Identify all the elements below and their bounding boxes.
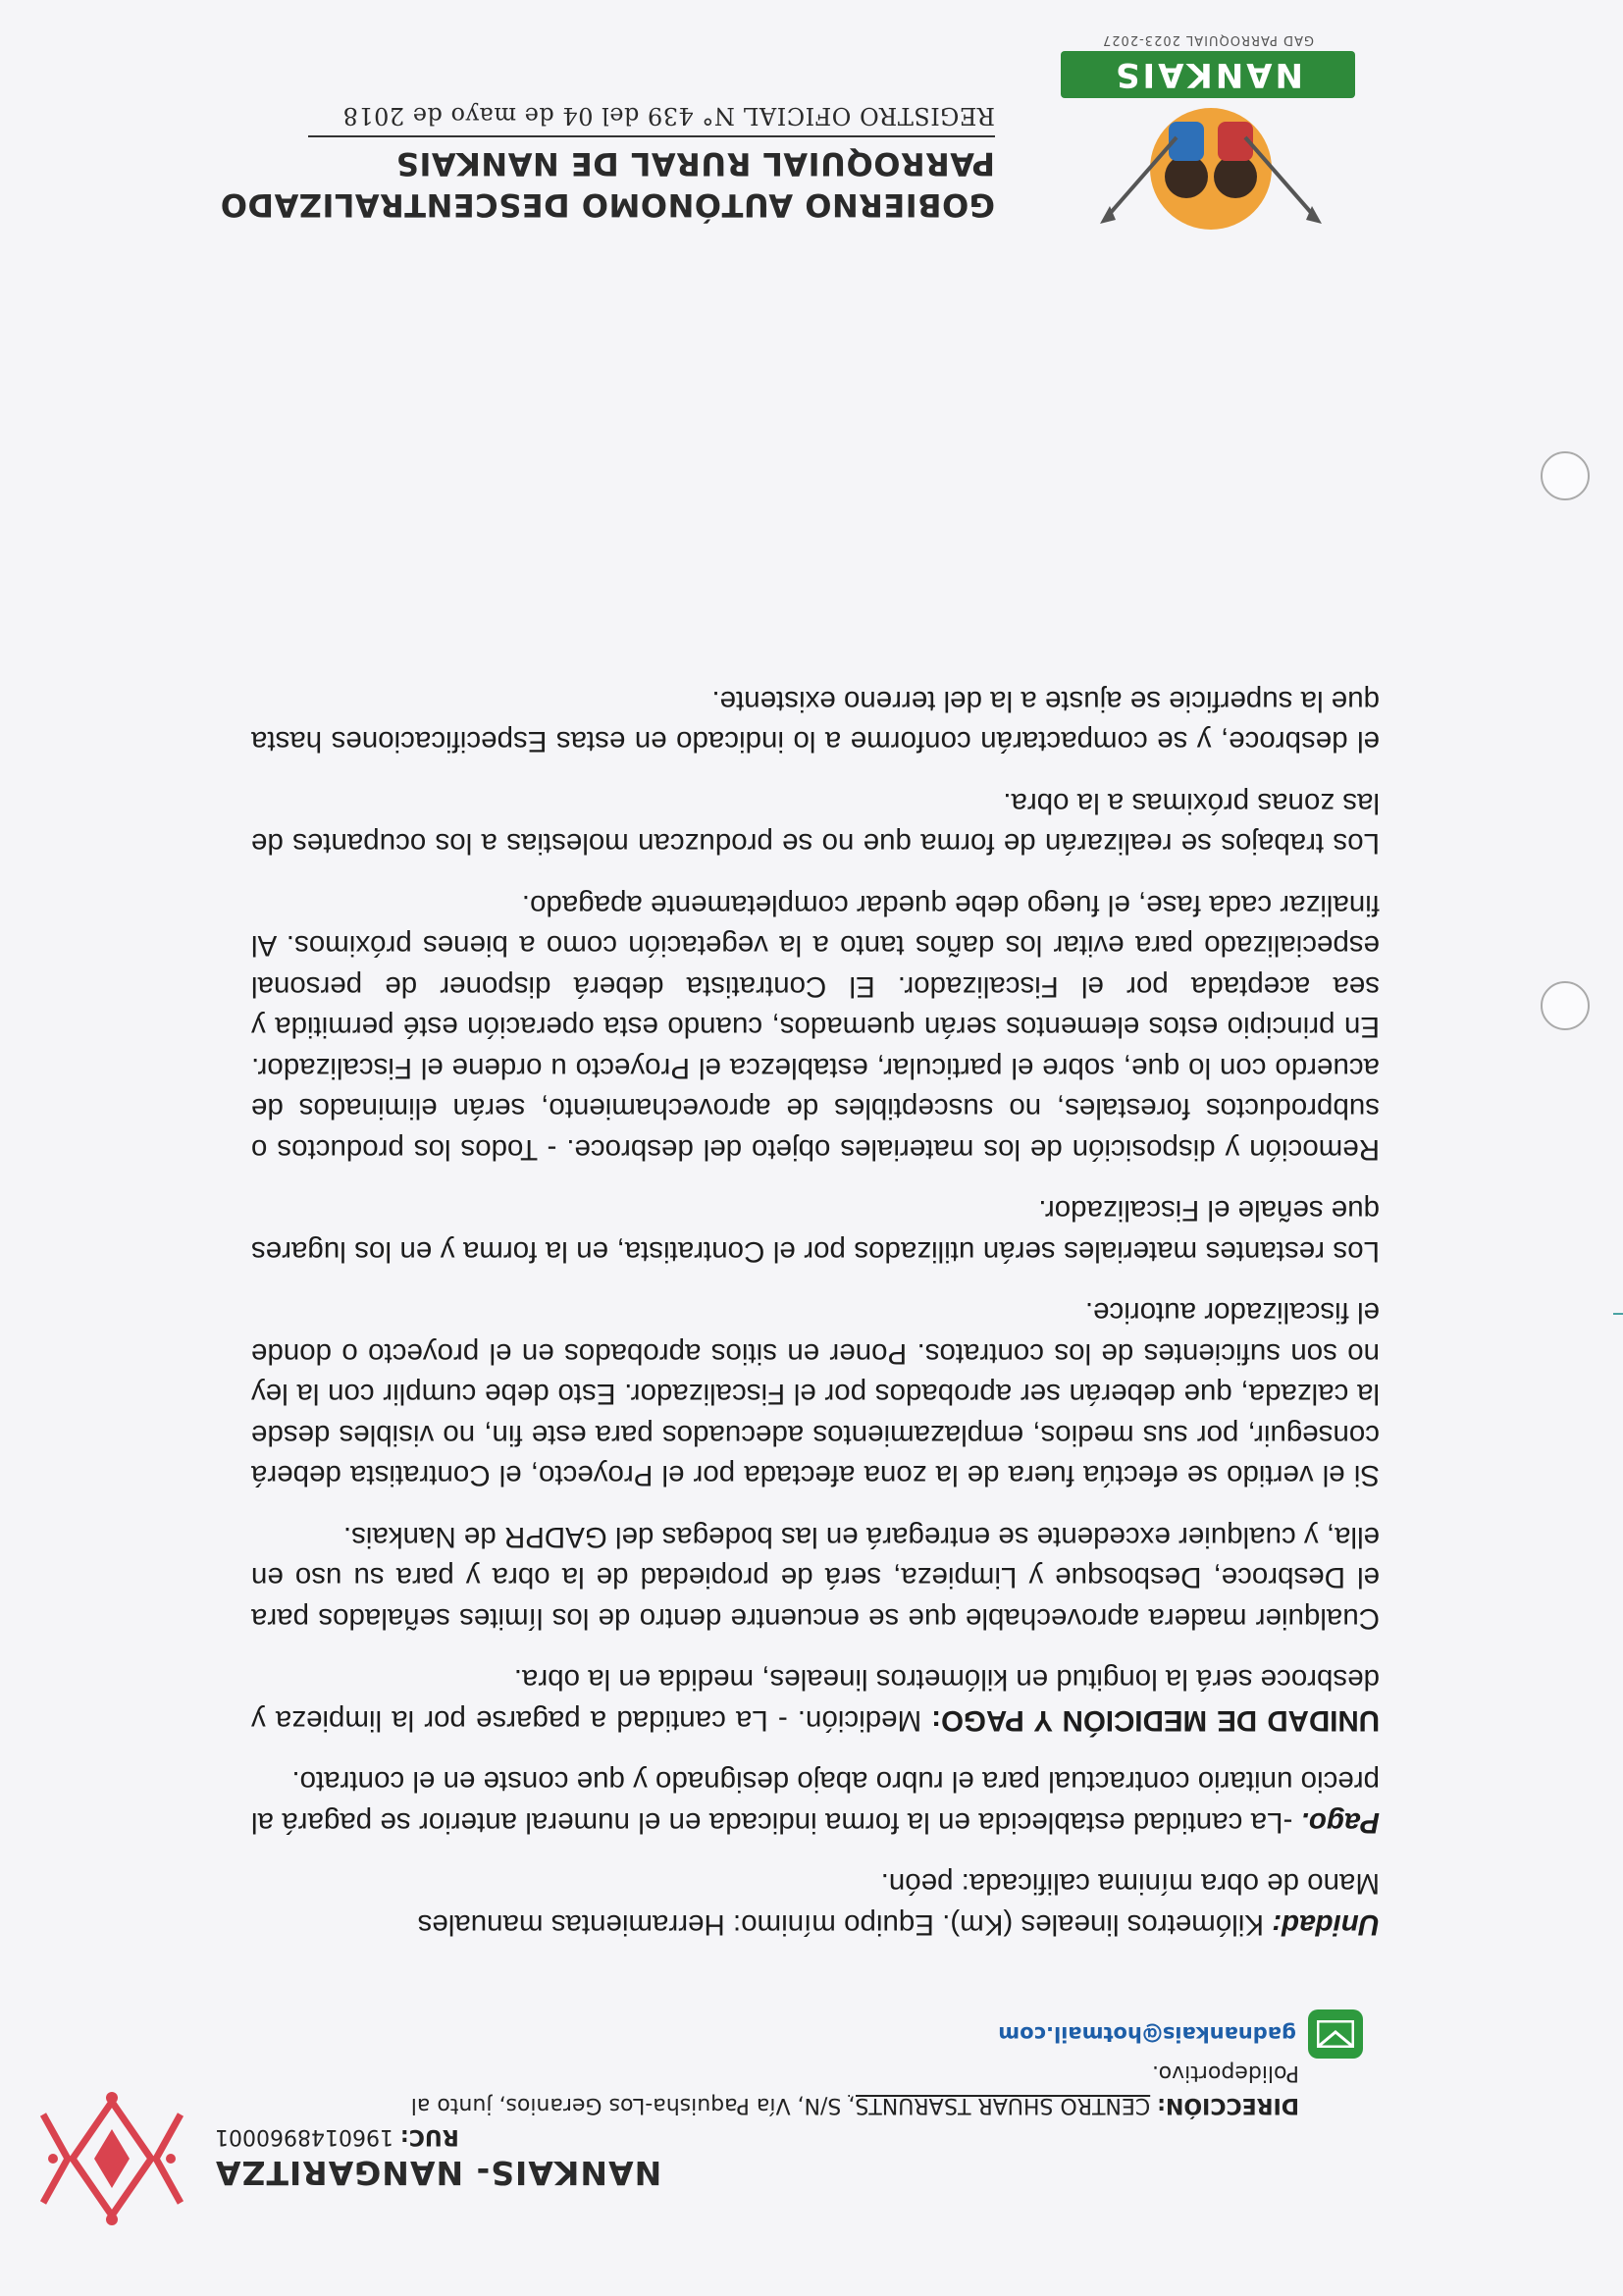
medicion-text: Medición. - La cantidad a pagarse por la limpieza y desbroce será la longitud en kilómetros lineales, medida en la obra. [251,1663,1380,1737]
margin-mark [1613,1313,1623,1315]
page-footer [0,0,1623,265]
footer-institution [210,102,995,226]
header-title: NANKAIS- NANGARITZA [215,2154,662,2192]
paragraph-pago [251,1761,1380,1843]
ruc-line [215,2124,877,2149]
email-link[interactable]: gadnankais@hotmail.com [998,2022,1296,2046]
logo-emblem-icon [1049,98,1373,245]
paragraph-vertido: Si el vertido se efectúa fuera de la zona afectada por el Proyecto, el Contratista deberá conseguir, por sus medios, emplazamientos adecuados para este fin, no visibles desde la calzada, que deberán ser aprobados por el Fiscalizador. Esto debe cumplir con la ley no son suficientes de los contratos. Poner en sitios aprobados en el proyecto o donde el fiscalizador autorice. [251,1296,1380,1492]
pago-text: -La cantidad establecida en la forma indicada en el numeral anterior se pagará al precio unitario contractual para el rubro abajo designado y que conste en el contrato. [251,1765,1380,1839]
logo-subtitle: GAD PARROQUIAL 2023-2027 [1101,32,1315,47]
unidad-label: Unidad: [1272,1908,1380,1941]
paragraph-madera: Cualquier madera aprovechable que se encuentre dentro de los límites señalados para el Desbroce, Desbosque y Limpieza, será de propiedad de la obra y para su uso en ella, y cualquier excedente se entregará en las bodegas del GADPR de Nankais. [251,1521,1380,1635]
address-line [215,2089,1299,2121]
medicion-label: UNIDAD DE MEDICIÓN Y PAGO: [931,1704,1380,1737]
address-label: DIRECCIÓN: [1157,2093,1299,2117]
footer-divider [308,135,995,137]
address-line-2: Polideportivo. [1152,2061,1299,2085]
ruc-label: RUC: [399,2124,459,2149]
address-underlined: CENTRO SHUAR TSARUNTS, [848,2093,1151,2117]
mail-icon [1308,2009,1363,2059]
paragraph-labor [251,1863,1380,1945]
footer-gov-line1: GOBIERNO AUTÓNOMO DESCENTRALIZADO [220,186,995,224]
decorative-diamond-pattern-icon [33,2090,190,2227]
footer-registro: REGISTRO OFICIAL N° 439 del 04 de mayo de 2018 [342,102,995,130]
paragraph-remocion: Remoción y disposición de los materiales objeto del desbroce. - Todos los productos o subproductos forestales, no susceptibles de aprovechamiento, serán eliminados de acuerdo con lo que, sobre el particular, establezca el Proyecto u ordene el Fiscalizador. En principio estos elementos serán quemados, cuando esta operación esté permitida y sea aceptada por el Fiscalizador. El Contratista deberá disponer de personal especializado para evitar los daños tanto a la vegetación como a bienes próximos. Al finalizar cada fase, el fuego debe quedar completamente apagado. [251,889,1380,1166]
logo-word: NANKAIS [1112,55,1304,94]
paragraph-restantes: Los restantes materiales serán utilizados por el Contratista, en la forma y en los lugares que señale el Fiscalizador. [251,1194,1380,1268]
punch-hole-top [1541,981,1590,1030]
footer-gov-line2: PARROQUIAL RURAL DE NANKAIS [395,145,995,183]
address-rest: S/N, Vía Paquisha-Los Geranios, junto al [410,2093,842,2117]
email-row [998,2009,1373,2059]
punch-hole-bottom [1541,451,1590,500]
paragraph-medicion [251,1659,1380,1741]
ruc-value: 1960148960001 [215,2124,393,2149]
unidad-line [418,1908,1380,1941]
paragraph-desbroce: el desbroce, y se compactarán conforme a lo indicado en estas Especificaciones hasta que la superficie se ajuste a la del terreno existente. [251,685,1380,758]
paragraph-trabajos: Los trabajos se realizarán de forma que no se produzcan molestias a los ocupantes de las zonas próximas a la obra. [251,787,1380,861]
page-header [0,2022,1623,2296]
labor-text: Mano de obra mínima calificada: peón. [880,1867,1380,1901]
pago-label: Pago. [1300,1806,1380,1839]
nankais-logo [1049,20,1373,245]
unidad-text: Kilómetros lineales (Km). Equipo mínimo: Herramientas manuales [417,1908,1264,1941]
document-body [251,660,1380,1946]
